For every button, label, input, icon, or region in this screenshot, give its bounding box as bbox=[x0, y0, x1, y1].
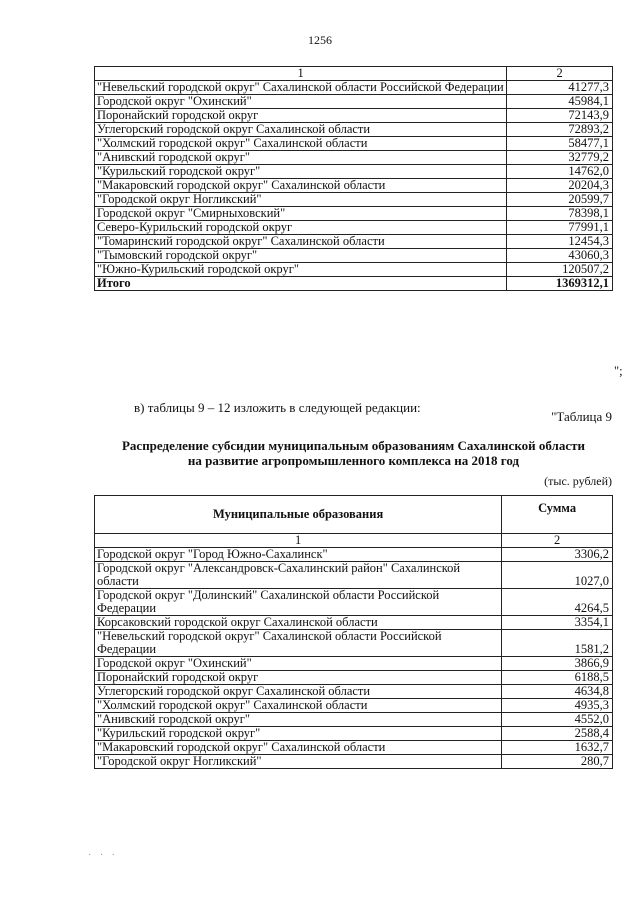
table-row bbox=[95, 81, 613, 95]
table-title-line-1: Распределение субсидии муниципальным образованиям Сахалинской области bbox=[121, 438, 585, 453]
municipality-name: Городской округ "Охинский" bbox=[95, 95, 507, 109]
column-index-2: 2 bbox=[502, 534, 613, 548]
subsidy-table-continued bbox=[94, 66, 613, 291]
municipality-name: Поронайский городской округ bbox=[95, 109, 507, 123]
table-row bbox=[95, 755, 613, 769]
table-row bbox=[95, 123, 613, 137]
column-index-row bbox=[95, 534, 613, 548]
amount-value: 45984,1 bbox=[507, 95, 613, 109]
municipality-name: "Анивский городской округ" bbox=[95, 151, 507, 165]
scan-mark: · · · bbox=[88, 850, 118, 861]
header-sum: Сумма bbox=[502, 496, 613, 534]
amount-value: 1027,0 bbox=[502, 562, 613, 589]
amount-value: 4935,3 bbox=[502, 699, 613, 713]
municipality-name: "Курильский городской округ" bbox=[95, 165, 507, 179]
table-row bbox=[95, 562, 613, 589]
amount-value: 20599,7 bbox=[507, 193, 613, 207]
table-row bbox=[95, 727, 613, 741]
total-label: Итого bbox=[95, 277, 507, 291]
municipality-name: "Макаровский городской округ" Сахалинской области bbox=[95, 179, 507, 193]
table-row bbox=[95, 193, 613, 207]
municipality-name: "Макаровский городской округ" Сахалинской области bbox=[95, 741, 502, 755]
amount-value: 43060,3 bbox=[507, 249, 613, 263]
amount-value: 20204,3 bbox=[507, 179, 613, 193]
amount-value: 72893,2 bbox=[507, 123, 613, 137]
table-row bbox=[95, 165, 613, 179]
municipality-name: Северо-Курильский городской округ bbox=[95, 221, 507, 235]
table-row bbox=[95, 671, 613, 685]
amount-value: 4634,8 bbox=[502, 685, 613, 699]
amount-value: 3354,1 bbox=[502, 616, 613, 630]
agro-subsidy-table bbox=[94, 495, 613, 769]
amount-value: 2588,4 bbox=[502, 727, 613, 741]
amount-value: 72143,9 bbox=[507, 109, 613, 123]
municipality-name: "Невельский городской округ" Сахалинской области Российской Федерации bbox=[95, 630, 502, 657]
total-row bbox=[95, 277, 613, 291]
municipality-name: Корсаковский городской округ Сахалинской области bbox=[95, 616, 502, 630]
table-title bbox=[94, 438, 613, 468]
table-row bbox=[95, 713, 613, 727]
municipality-name: Углегорский городской округ Сахалинской области bbox=[95, 685, 502, 699]
table-row bbox=[95, 137, 613, 151]
column-index-1: 1 bbox=[95, 534, 502, 548]
amount-value: 1632,7 bbox=[502, 741, 613, 755]
municipality-name: "Курильский городской округ" bbox=[95, 727, 502, 741]
municipality-name: Городской округ "Смирныховский" bbox=[95, 207, 507, 221]
amount-value: 280,7 bbox=[502, 755, 613, 769]
municipality-name: "Городской округ Ногликский" bbox=[95, 755, 502, 769]
municipality-name: "Южно-Курильский городской округ" bbox=[95, 263, 507, 277]
amendment-sentence: в) таблицы 9 – 12 изложить в следующей редакции: bbox=[134, 400, 421, 415]
table-title-line-2: на развитие агропромышленного комплекса на 2018 год bbox=[187, 453, 520, 468]
quote-close: "; bbox=[614, 364, 623, 378]
municipality-name: "Анивский городской округ" bbox=[95, 713, 502, 727]
municipality-name: Городской округ "Долинский" Сахалинской области Российской Федерации bbox=[95, 589, 502, 616]
amount-value: 4552,0 bbox=[502, 713, 613, 727]
table-row bbox=[95, 235, 613, 249]
table-row bbox=[95, 548, 613, 562]
table-row bbox=[95, 109, 613, 123]
amount-value: 3306,2 bbox=[502, 548, 613, 562]
amount-value: 14762,0 bbox=[507, 165, 613, 179]
total-value: 1369312,1 bbox=[507, 277, 613, 291]
municipality-name: Поронайский городской округ bbox=[95, 671, 502, 685]
table-row bbox=[95, 263, 613, 277]
municipality-name: "Тымовский городской округ" bbox=[95, 249, 507, 263]
units-label: (тыс. рублей) bbox=[544, 474, 612, 488]
amount-value: 58477,1 bbox=[507, 137, 613, 151]
municipality-name: Городской округ "Александровск-Сахалинский район" Сахалинской области bbox=[95, 562, 502, 589]
municipality-name: "Холмский городской округ" Сахалинской области bbox=[95, 699, 502, 713]
amount-value: 4264,5 bbox=[502, 589, 613, 616]
table-row bbox=[95, 741, 613, 755]
table-row bbox=[95, 207, 613, 221]
table-number-label: "Таблица 9 bbox=[551, 409, 612, 424]
municipality-name: Городской округ "Город Южно-Сахалинск" bbox=[95, 548, 502, 562]
table-row bbox=[95, 699, 613, 713]
column-index-1: 1 bbox=[95, 67, 507, 81]
amount-value: 32779,2 bbox=[507, 151, 613, 165]
municipality-name: "Томаринский городской округ" Сахалинской области bbox=[95, 235, 507, 249]
table-row bbox=[95, 151, 613, 165]
municipality-name: Городской округ "Охинский" bbox=[95, 657, 502, 671]
table-row bbox=[95, 616, 613, 630]
municipality-name: "Невельский городской округ" Сахалинской области Российской Федерации bbox=[95, 81, 507, 95]
amount-value: 6188,5 bbox=[502, 671, 613, 685]
header-municipalities: Муниципальные образования bbox=[95, 496, 502, 534]
amount-value: 12454,3 bbox=[507, 235, 613, 249]
page-number: 1256 bbox=[308, 33, 332, 47]
table-row bbox=[95, 95, 613, 109]
municipality-name: "Городской округ Ногликский" bbox=[95, 193, 507, 207]
table-row bbox=[95, 685, 613, 699]
table-row bbox=[95, 179, 613, 193]
table-row bbox=[95, 221, 613, 235]
amount-value: 78398,1 bbox=[507, 207, 613, 221]
amount-value: 1581,2 bbox=[502, 630, 613, 657]
table-row bbox=[95, 657, 613, 671]
table-row bbox=[95, 630, 613, 657]
amount-value: 41277,3 bbox=[507, 81, 613, 95]
column-index-row bbox=[95, 67, 613, 81]
municipality-name: "Холмский городской округ" Сахалинской области bbox=[95, 137, 507, 151]
table-row bbox=[95, 589, 613, 616]
header-row bbox=[95, 496, 613, 534]
amount-value: 120507,2 bbox=[507, 263, 613, 277]
amount-value: 77991,1 bbox=[507, 221, 613, 235]
amount-value: 3866,9 bbox=[502, 657, 613, 671]
municipality-name: Углегорский городской округ Сахалинской области bbox=[95, 123, 507, 137]
table-row bbox=[95, 249, 613, 263]
column-index-2: 2 bbox=[507, 67, 613, 81]
